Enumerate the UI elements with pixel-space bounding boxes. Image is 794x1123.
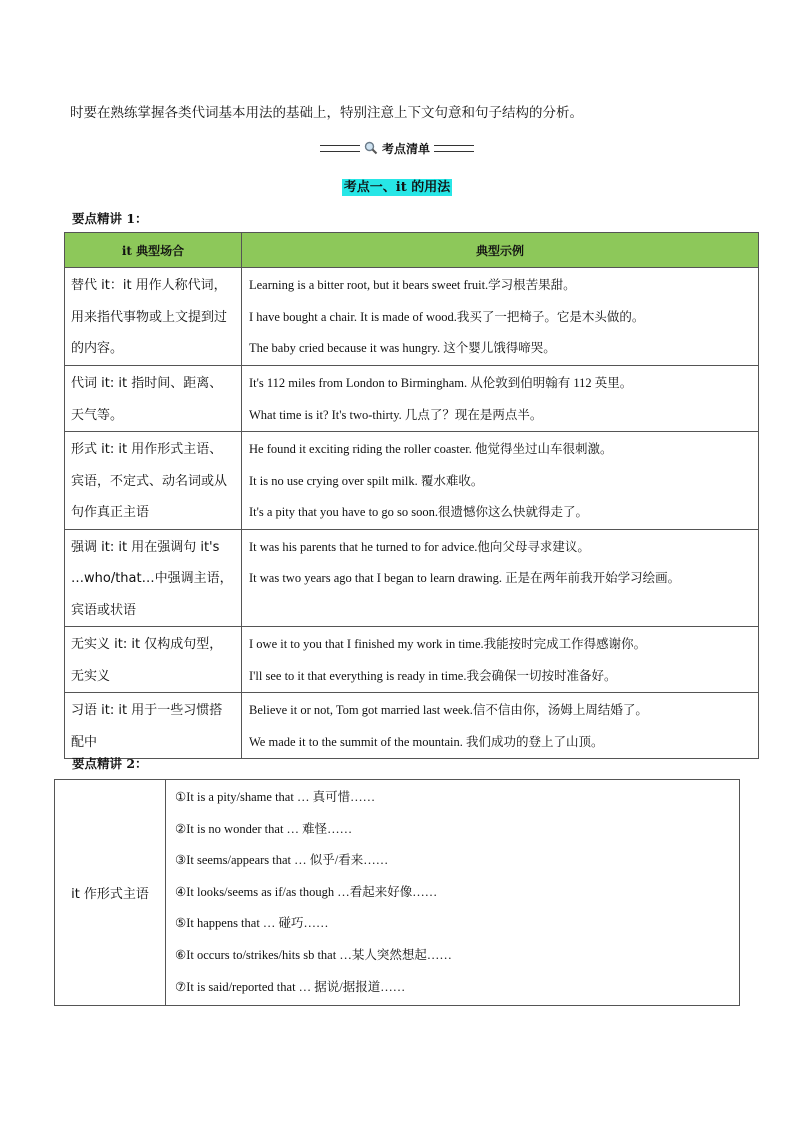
example-line: What time is it? It's two-thirty. 几点了？现在是两点半。 [249,407,543,422]
pattern-item: ①It is a pity/shame that … 真可惜…… [175,790,376,804]
pattern-list [166,780,740,1006]
pattern-item: ④It looks/seems as if/as though …看起来好像…… [175,884,438,899]
example-line: It is no use crying over spilt milk. 覆水难收。 [249,473,484,488]
pattern-item: ②It is no wonder that … 难怪…… [175,821,353,836]
header-examples: 典型示例 [242,233,759,268]
table-row [55,780,740,1006]
section1-label: 要点精讲 1： [72,211,148,226]
magnifier-icon [364,141,378,155]
table-row [65,627,759,693]
usage-text: 代词 it: it 指时间、距离、天气等。 [71,376,223,423]
usage-text: 习语 it: it 用于一些习惯搭配中 [71,703,223,750]
usage-table-header [65,233,759,268]
example-line: I'll see to it that everything is ready in time.我会确保一切按时准备好。 [249,668,617,683]
header-usage: it 典型场合 [65,233,242,268]
point-heading-text: 考点一、it 的用法 [343,180,451,195]
banner-rule-left [320,145,360,152]
intro-text: 时要在熟练掌握各类代词基本用法的基础上，特别注意上下文句意和句子结构的分析。 [70,105,583,121]
example-line: I owe it to you that I finished my work in time.我能按时完成工作得感谢你。 [249,637,647,651]
example-line: It's a pity that you have to go so soon.很遗憾你这么快就得走了。 [249,505,589,519]
usage-text: 强调 it: it 用在强调句 it's …who/that…中强调主语，宾语或状语 [71,539,233,618]
example-line: The baby cried because it was hungry. 这个婴儿饿得啼哭。 [249,341,556,355]
table-row [65,693,759,759]
formal-subject-label: it 作形式主语 [55,780,166,1006]
examples-cell [242,366,759,432]
formal-subject-table [54,779,740,1006]
usage-cell [65,529,242,627]
pattern-item: ③It seems/appears that … 似乎/看来…… [175,853,389,868]
example-line: Believe it or not, Tom got married last week.信不信由你，汤姆上周结婚了。 [249,703,648,717]
example-line: It was two years ago that I began to learn drawing. 正是在两年前我开始学习绘画。 [249,571,681,585]
table-row [65,432,759,530]
usage-cell [65,268,242,366]
pattern-item: ⑥It occurs to/strikes/hits sb that …某人突然想起…… [175,947,452,962]
example-line: It was his parents that he turned to for advice.他向父母寻求建议。 [249,539,590,554]
section2-label: 要点精讲 2： [72,756,148,771]
example-line: It's 112 miles from London to Birmingham. 从伦敦到伯明翰有 112 英里。 [249,376,633,390]
usage-text: 无实义 it: it 仅构成句型，无实义 [71,637,223,684]
banner-rule-right [434,145,474,152]
point-heading [0,176,794,195]
banner-title: 考点清单 [381,141,430,156]
usage-cell [65,627,242,693]
examples-cell [242,627,759,693]
table-row [65,366,759,432]
section-banner [0,139,794,157]
pattern-item: ⑤It happens that … 碰巧…… [175,916,329,931]
example-line: I have bought a chair. It is made of wood.我买了一把椅子。它是木头做的。 [249,309,645,324]
table-row [65,529,759,627]
examples-cell [242,529,759,627]
usage-cell [65,432,242,530]
usage-cell [65,366,242,432]
table-row [65,268,759,366]
pattern-item: ⑦It is said/reported that … 据说/据报道…… [175,979,406,994]
usage-cell [65,693,242,759]
examples-cell [242,268,759,366]
examples-cell [242,693,759,759]
example-line: We made it to the summit of the mountain. 我们成功的登上了山顶。 [249,734,604,749]
examples-cell [242,432,759,530]
usage-text: 形式 it: it 用作形式主语、宾语，不定式、动名词或从句作真正主语 [71,442,228,520]
example-line: He found it exciting riding the roller coaster. 他觉得坐过山车很刺激。 [249,442,613,456]
usage-text: 替代 it：it 用作人称代词，用来指代事物或上文提到过的内容。 [71,278,228,356]
usage-table [64,232,759,759]
example-line: Learning is a bitter root, but it bears sweet fruit.学习根苦果甜。 [249,278,576,292]
